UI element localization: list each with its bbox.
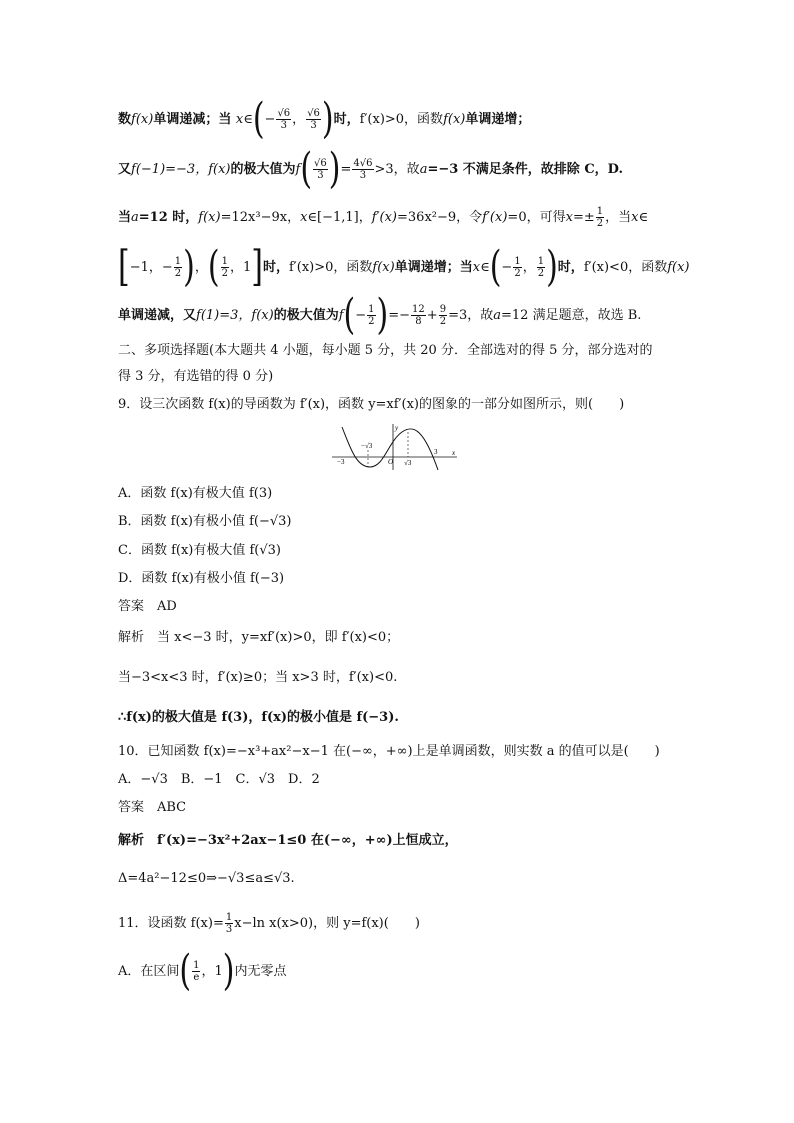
text: 单调递减；当	[153, 112, 236, 127]
text: +	[426, 308, 438, 323]
numerator: 1	[193, 960, 200, 971]
option-a-11	[118, 946, 287, 996]
tick-neg3: −3	[337, 458, 345, 466]
left-bracket: (	[300, 144, 313, 194]
numerator: √6	[277, 108, 291, 119]
fraction	[306, 108, 321, 131]
right-bracket: )	[376, 290, 389, 340]
text: =3，故	[448, 308, 494, 323]
text: ∈[−1,1]，	[307, 210, 372, 225]
right-bracket: ]	[251, 242, 263, 292]
text: =−	[388, 308, 411, 323]
left-bracket: (	[179, 946, 192, 996]
options-10: A．−√3 B．−1 C．√3 D．2	[118, 772, 320, 787]
text: f(x)	[198, 210, 221, 225]
left-bracket: (	[252, 94, 265, 144]
denominator: 2	[537, 268, 545, 279]
numerator: 9	[439, 304, 447, 315]
text: f(−1)=−3，	[131, 162, 209, 177]
text: >3，故	[374, 162, 420, 177]
fraction	[513, 256, 521, 279]
option-a-9: A．函数 f(x)有极大值 f(3)	[118, 486, 273, 501]
text: =−3 不满足条件，故排除 C，D.	[427, 162, 624, 177]
text: f′(x)>0，函数	[359, 112, 444, 127]
text: 单调递增；当	[394, 260, 473, 275]
text: 时，	[333, 112, 360, 127]
numerator: 1	[368, 304, 375, 315]
numerator: 1	[225, 912, 233, 923]
denominator: 2	[596, 218, 604, 229]
section-heading: 二、多项选择题(本大题共 4 小题，每小题 5 分，共 20 分．全部选对的得 5 分，部分选对的	[118, 343, 653, 358]
y-label: y	[395, 424, 399, 432]
text: x	[472, 260, 481, 275]
text: 时，	[557, 260, 584, 275]
answer-10: 答案 ABC	[118, 800, 187, 815]
text: 数	[118, 112, 132, 127]
text: x−ln x(x>0)，则 y=f(x)( )	[234, 916, 420, 931]
text: f(x)	[208, 162, 231, 177]
text: f(1)=3，	[196, 308, 252, 323]
text: 11．设函数 f(x)=	[118, 916, 224, 931]
fraction	[411, 304, 426, 327]
text: x	[631, 210, 639, 225]
text: ，	[194, 260, 208, 275]
text: 当	[118, 210, 132, 225]
option-d-9: D．函数 f(x)有极小值 f(−3)	[118, 571, 285, 586]
text: f′(x)>0，函数	[289, 260, 373, 275]
solution-10b: Δ=4a²−12≤0⇒−√3≤a≤√3.	[118, 871, 295, 886]
solution-9a: 解析 当 x<−3 时，y=xf′(x)>0，即 f′(x)<0；	[118, 630, 400, 645]
right-bracket: )	[328, 144, 341, 194]
section-heading-cont: 得 3 分，有选错的得 0 分)	[118, 369, 274, 384]
text: A．在区间	[118, 964, 180, 979]
tick-sqrt3: √3	[404, 459, 412, 467]
denominator: 2	[174, 268, 182, 279]
text: a	[493, 308, 501, 323]
right-bracket: )	[546, 242, 558, 292]
denominator: e	[193, 972, 200, 983]
denominator: 3	[359, 170, 367, 181]
numerator: 4√6	[353, 158, 373, 169]
denominator: 2	[439, 316, 447, 327]
text: =12 时，	[138, 210, 199, 225]
numerator: 1	[174, 256, 182, 267]
numerator: 1	[221, 256, 228, 267]
text: f(x)	[667, 260, 690, 275]
text: =36x²−9，令	[397, 210, 483, 225]
fraction	[221, 256, 229, 279]
text: 又	[118, 162, 132, 177]
left-bracket: [	[118, 242, 130, 292]
text: f′(x)	[482, 210, 508, 225]
denominator: 2	[368, 316, 375, 327]
solution-line-1: 数f(x)单调递减；当 x∈(− $\frac{√6}{3}$ ， $\frac{√6}{3}$ )时，f′(x)>0，函数f(x)单调递增；	[118, 94, 531, 144]
text: ∈	[243, 112, 253, 127]
text: f(x)	[251, 308, 274, 323]
solution-line-3	[118, 206, 648, 229]
text: 内无零点	[234, 964, 287, 979]
text: ∈	[638, 210, 649, 225]
numerator: 1	[514, 256, 521, 267]
numerator: 12	[412, 304, 425, 315]
solution-line-4: [−1，− $\frac{1}{2}$ )，( $\frac{1}{2}$ ，1]时，f′(x)>0，函数f(x)单调递增；当x∈(− $\frac{1}{2}$ ， $\frac{1}{2}$ )时，f′(x)<0，函数f(x)	[118, 242, 690, 292]
left-bracket: (	[489, 242, 502, 292]
fraction	[313, 158, 328, 181]
text: ，1	[201, 964, 223, 979]
text: =	[340, 162, 352, 177]
function-graph	[332, 422, 462, 472]
answer-9: 答案 AD	[118, 599, 177, 614]
question-9: 9．设三次函数 f(x)的导函数为 f′(x)，函数 y=xf′(x)的图象的一部分如图所示，则( )	[118, 397, 625, 412]
text: f	[338, 308, 344, 323]
right-bracket: )	[321, 94, 334, 144]
solution-9b: 当−3<x<3 时，f′(x)≥0；当 x>3 时，f′(x)<0.	[118, 670, 398, 685]
text: f′(x)<0，函数	[583, 260, 668, 275]
tick-neg-sqrt3: −√3	[361, 442, 373, 450]
numerator: 1	[537, 256, 545, 267]
denominator: 3	[225, 924, 233, 935]
text: a	[131, 210, 139, 225]
text: 时，	[262, 260, 289, 275]
text: x	[565, 210, 573, 225]
text: ，	[522, 260, 536, 275]
numerator: √6	[307, 108, 320, 119]
text: x	[300, 210, 308, 225]
text: ，1	[229, 260, 252, 275]
denominator: 2	[514, 268, 521, 279]
solution-line-5: 单调递减，又f(1)=3，f(x)的极大值为f(− $\frac{1}{2}$ )=− $\frac{12}{8}$ + $\frac{9}{2}$ =3，故a=12 满足题意，故选 B.	[118, 290, 642, 340]
text: =±	[572, 210, 595, 225]
text: f(x)	[443, 112, 466, 127]
fraction	[276, 108, 291, 131]
text: 单调递减，又	[118, 308, 197, 323]
text: −1，−	[129, 260, 173, 275]
text: =0，可得	[507, 210, 566, 225]
text: ，	[292, 112, 306, 127]
solution-9c: ∴f(x)的极大值是 f(3)，f(x)的极小值是 f(−3).	[118, 710, 399, 725]
left-bracket: (	[343, 290, 356, 340]
fraction	[352, 158, 373, 181]
fraction	[439, 304, 447, 327]
text: ，当	[605, 210, 632, 225]
fraction	[192, 960, 200, 983]
fraction	[367, 304, 375, 327]
denominator: 3	[310, 120, 317, 131]
text: 的极大值为	[273, 308, 339, 323]
text: ∈	[480, 260, 490, 275]
denominator: 2	[221, 268, 228, 279]
fraction	[596, 206, 604, 229]
text: f(x)	[372, 260, 395, 275]
question-10: 10．已知函数 f(x)=−x³+ax²−x−1 在(−∞，+∞)上是单调函数，则实数 a 的值可以是( )	[118, 744, 660, 759]
text: =12x³−9x，	[220, 210, 301, 225]
text: f′(x)	[371, 210, 398, 225]
text: 的极大值为	[230, 162, 296, 177]
x-label: x	[452, 449, 456, 457]
option-b-9: B．函数 f(x)有极小值 f(−√3)	[118, 514, 292, 529]
left-bracket: (	[207, 242, 220, 292]
numerator: √6	[314, 158, 327, 169]
solution-10a: 解析 f′(x)=−3x²+2ax−1≤0 在(−∞，+∞)上恒成立，	[118, 833, 458, 848]
numerator: 1	[596, 206, 604, 217]
fraction	[225, 912, 233, 935]
text: =12 满足题意，故选 B.	[501, 308, 642, 323]
text: x	[235, 112, 244, 127]
option-c-9: C．函数 f(x)有极大值 f(√3)	[118, 543, 282, 558]
right-bracket: )	[183, 242, 195, 292]
denominator: 3	[280, 120, 287, 131]
text: f	[295, 162, 301, 177]
question-11	[118, 912, 420, 935]
fraction	[537, 256, 545, 279]
fraction	[174, 256, 182, 279]
tick-3: 3	[434, 448, 438, 456]
origin-label: O	[388, 458, 394, 466]
right-bracket: )	[222, 946, 235, 996]
text: f(x)	[131, 112, 154, 127]
text: a	[419, 162, 428, 177]
denominator: 8	[415, 316, 422, 327]
denominator: 3	[317, 170, 324, 181]
text: 单调递增；	[465, 112, 531, 127]
solution-line-2	[118, 144, 624, 194]
